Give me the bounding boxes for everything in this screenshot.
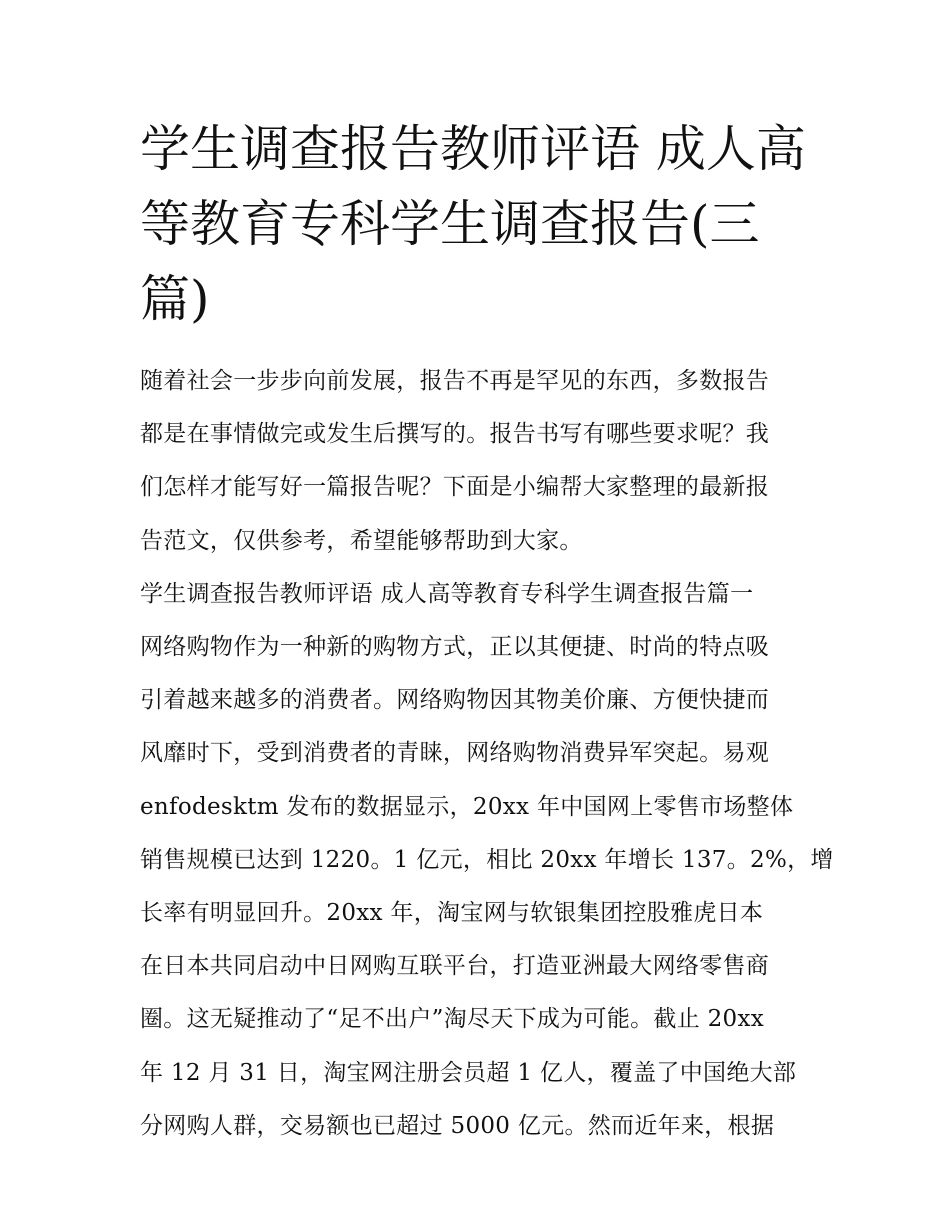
body-line: 圈。这无疑推动了“足不出户”淘尽天下成为可能。截止 20xx (140, 1006, 765, 1033)
intro-line: 随着社会一步步向前发展，报告不再是罕见的东西，多数报告 (140, 368, 770, 394)
body-line: 风靡时下，受到消费者的青睐，网络购物消费异军突起。易观 (140, 740, 770, 767)
intro-line: 都是在事情做完或发生后撰写的。报告书写有哪些要求呢？我 (140, 421, 770, 448)
body-line: 年 12 月 31 日，淘宝网注册会员超 1 亿人，覆盖了中国绝大部 (140, 1059, 797, 1086)
body-line: enfodesktm 发布的数据显示，20xx 年中国网上零售市场整体 (140, 793, 794, 820)
title-line: 学生调查报告教师评语 成人高 (140, 120, 806, 178)
body-line: 分网购人群，交易额也已超过 5000 亿元。然而近年来，根据 (140, 1112, 775, 1139)
section-heading: 学生调查报告教师评语 成人高等教育专科学生调查报告篇一 (140, 580, 754, 607)
body-line: 销售规模已达到 1220。1 亿元，相比 20xx 年增长 137。2%，增 (140, 846, 834, 873)
body-line: 网络购物作为一种新的购物方式，正以其便捷、时尚的特点吸 (140, 634, 770, 661)
body-line: 长率有明显回升。20xx 年，淘宝网与软银集团控股雅虎日本 (140, 900, 764, 927)
intro-line: 们怎样才能写好一篇报告呢？下面是小编帮大家整理的最新报 (140, 474, 770, 501)
title-line: 等教育专科学生调查报告(三 (140, 195, 760, 253)
title-line: 篇) (140, 270, 210, 328)
intro-line: 告范文，仅供参考，希望能够帮助到大家。 (140, 527, 583, 554)
document-title (140, 112, 812, 337)
body-line: 在日本共同启动中日网购互联平台，打造亚洲最大网络零售商 (140, 953, 770, 980)
body-line: 引着越来越多的消费者。网络购物因其物美价廉、方便快捷而 (140, 687, 770, 714)
document-body (140, 355, 834, 1153)
document-page (140, 112, 834, 1153)
